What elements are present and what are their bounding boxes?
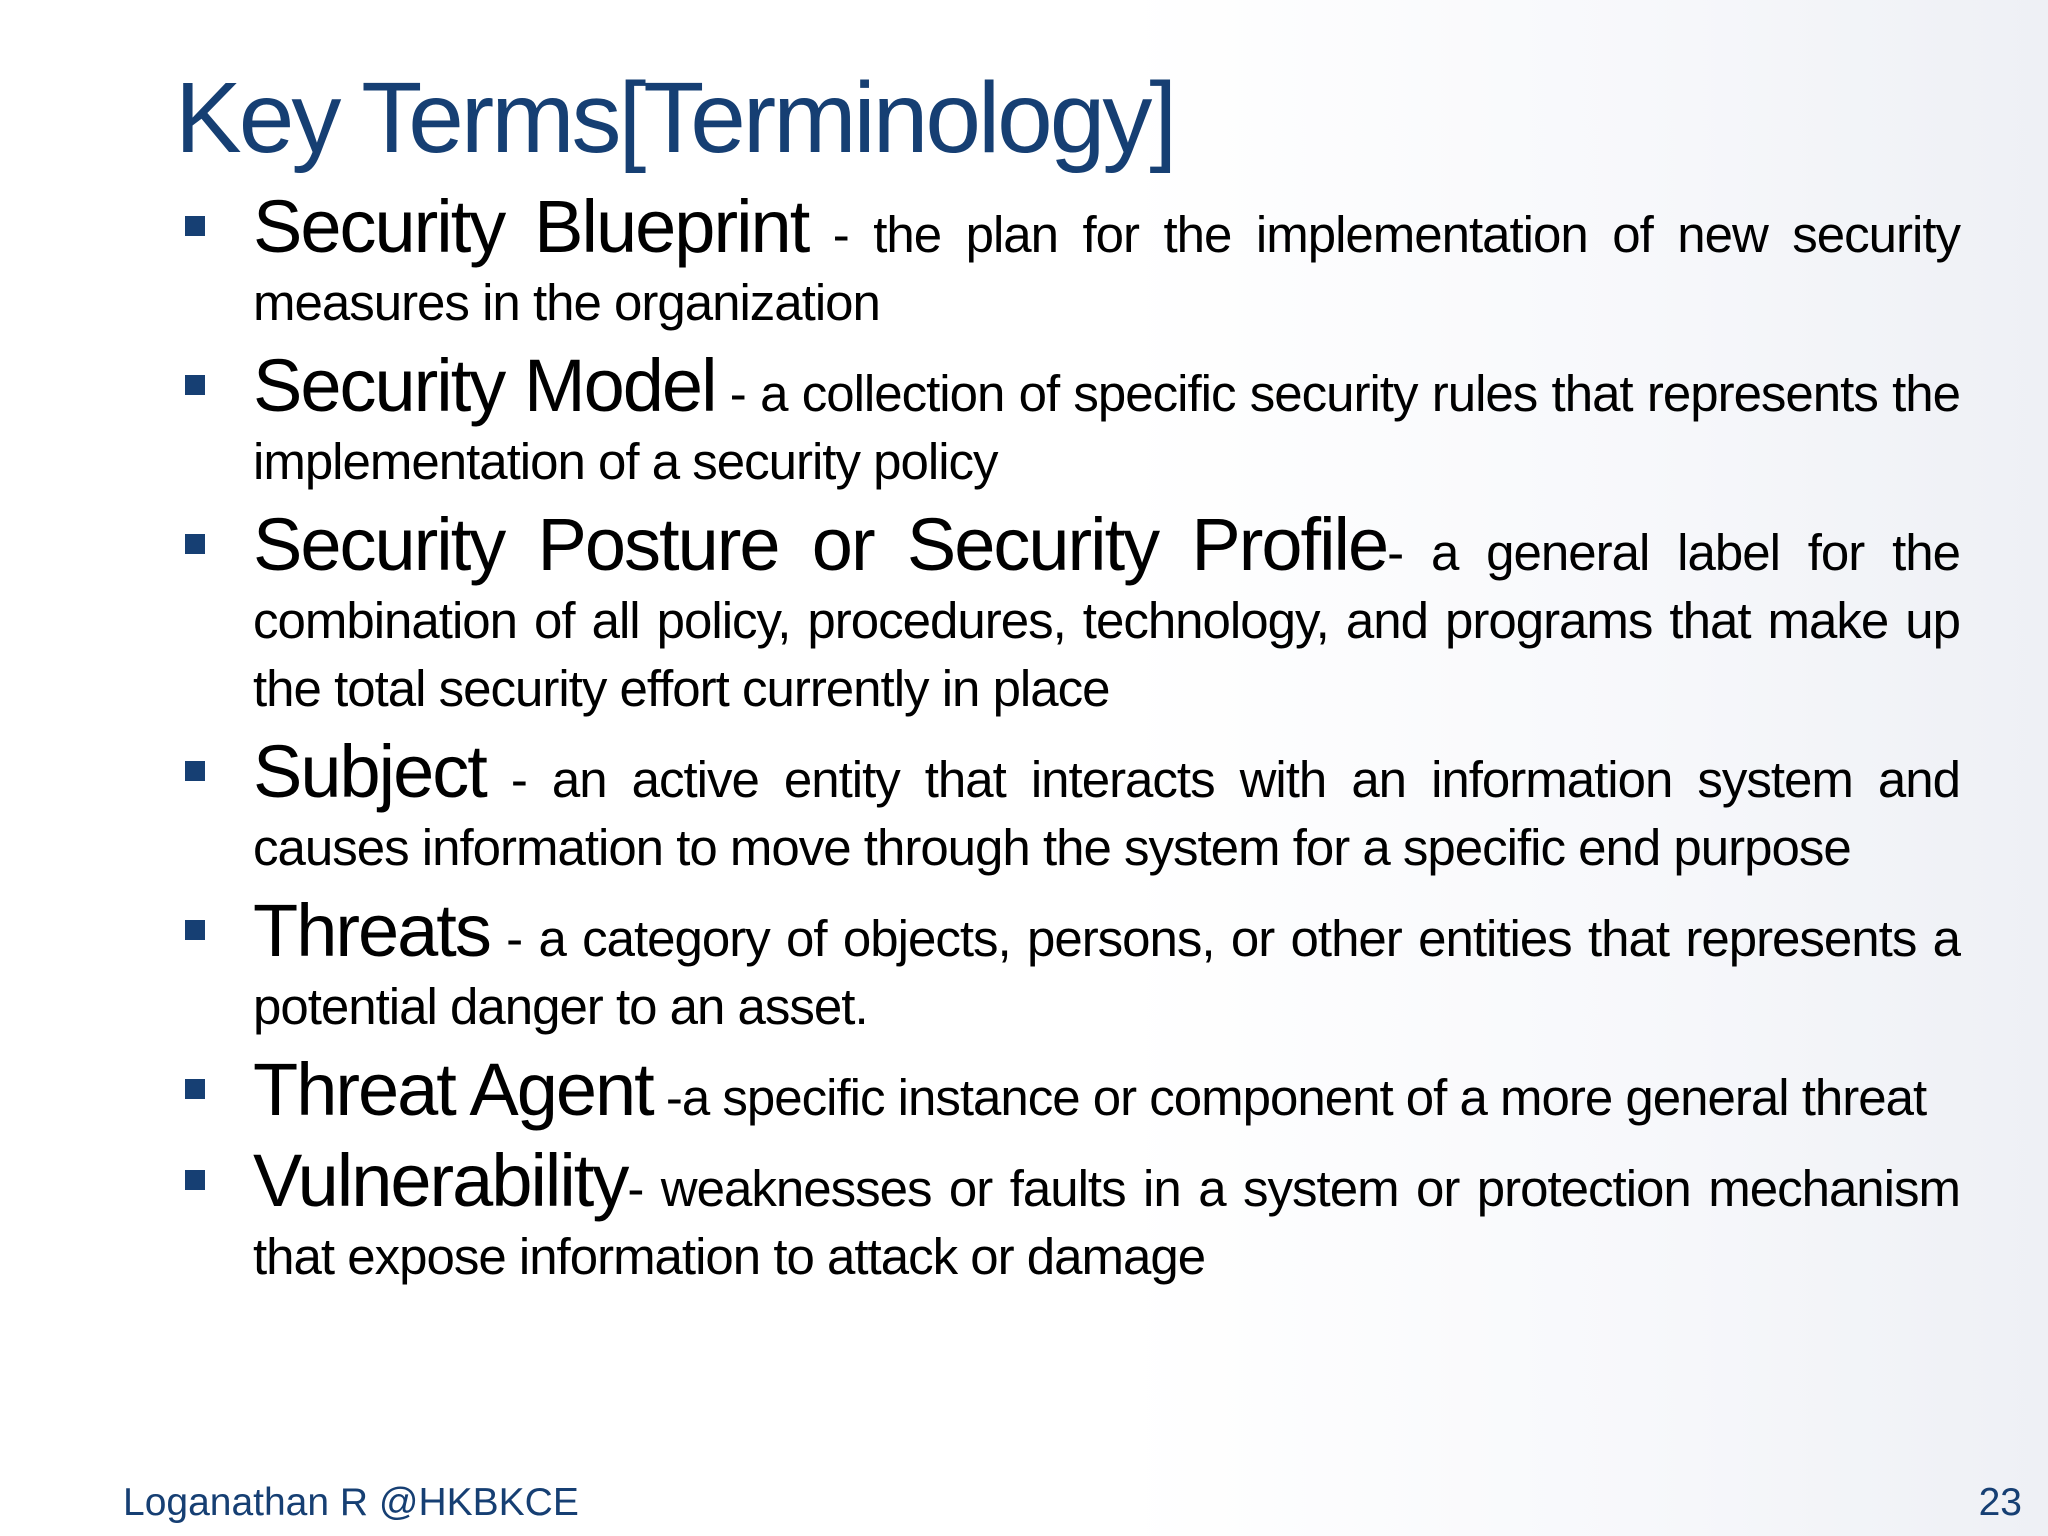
list-item: [175, 1139, 1960, 1291]
slide-title: Key Terms[Terminology]: [175, 62, 1175, 174]
terms-list: [175, 185, 1961, 1303]
term-name: Threat Agent: [253, 1048, 653, 1131]
term-description: - a category of objects, persons, or other entities that represents a potential danger to an asset.: [253, 910, 1960, 1035]
term-description: - weaknesses or faults in a system or protection mechanism that expose information to attack or damage: [253, 1160, 1960, 1285]
term-name: Security Model: [253, 344, 716, 427]
list-item: [175, 185, 1960, 337]
term-name: Subject: [253, 730, 486, 813]
term-description: - an active entity that interacts with an information system and causes information to move through the system for a specific end purpose: [253, 751, 1960, 876]
square-bullet-icon: [185, 1079, 205, 1099]
square-bullet-icon: [185, 534, 205, 554]
term-description: - a collection of specific security rules that represents the implementation of a security policy: [253, 365, 1961, 490]
term-description: -a specific instance or component of a more general threat: [652, 1069, 1927, 1126]
page-number: 23: [1978, 1481, 2022, 1524]
list-item: [175, 344, 1961, 496]
square-bullet-icon: [185, 920, 205, 940]
square-bullet-icon: [185, 375, 205, 395]
list-item: [175, 889, 1960, 1041]
term-description: - a general label for the combination of all policy, procedures, technology, and programs that make up the total security effort currently in place: [253, 524, 1961, 717]
term-description: - the plan for the implementation of new security measures in the organization: [253, 206, 1960, 331]
footer-author: Loganathan R @HKBKCE: [123, 1481, 579, 1524]
list-item: [175, 503, 1961, 723]
square-bullet-icon: [185, 1170, 205, 1190]
term-name: Vulnerability: [253, 1139, 628, 1222]
square-bullet-icon: [185, 216, 205, 236]
term-name: Security Posture or Security Profile: [253, 503, 1388, 586]
list-item: [175, 1048, 1960, 1132]
term-name: Threats: [253, 889, 490, 972]
term-name: Security Blueprint: [253, 185, 809, 268]
square-bullet-icon: [185, 761, 205, 781]
list-item: [175, 730, 1960, 882]
